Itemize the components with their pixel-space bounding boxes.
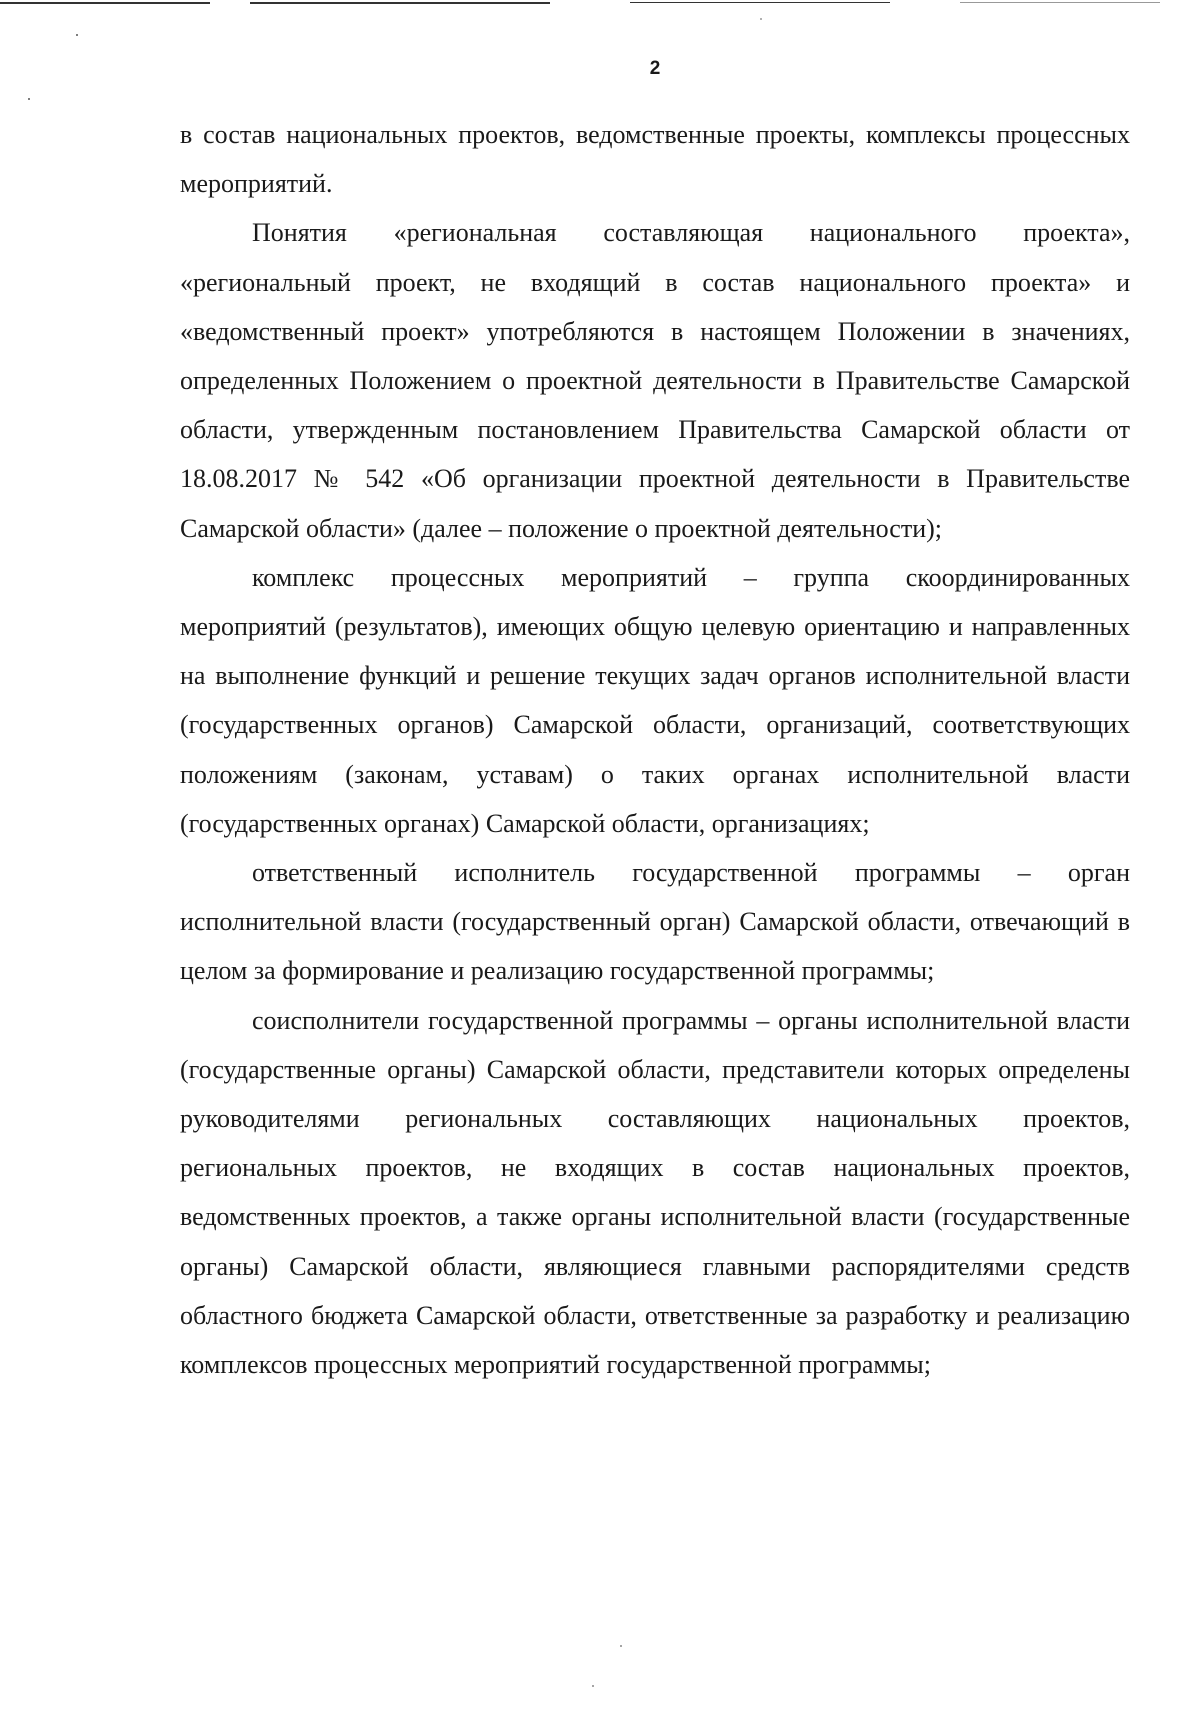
scan-artifact-line — [630, 2, 890, 3]
scan-speck — [28, 98, 30, 100]
document-body — [180, 110, 1130, 1389]
scan-artifact-line — [250, 2, 550, 4]
scan-artifact-line — [960, 2, 1160, 3]
paragraph-co-executors: соисполнители государственной программы – органы исполнительной власти (государственные органы) Самарской области, представители которых определены руководителями региональных составляющих национальных проектов, региональных проектов, не входящих в состав национальных проектов, ведомственных проектов, а также органы исполнительной власти (государственные органы) Самарской области, являющиеся главными распорядителями средств областного бюджета Самарской области, ответственные за разработку и реализацию комплексов процессных мероприятий государственной программы; — [180, 1005, 1130, 1380]
page-number: 2 — [649, 58, 661, 79]
scan-speck — [76, 34, 78, 36]
scan-speck — [620, 1645, 622, 1647]
scan-artifact-line — [0, 2, 210, 4]
paragraph-continuation: в состав национальных проектов, ведомственные проекты, комплексы процессных мероприятий. — [180, 120, 1130, 199]
scan-speck — [592, 1685, 594, 1687]
scan-speck — [760, 18, 762, 20]
paragraph-process-complex: комплекс процессных мероприятий – группа скоординированных мероприятий (результатов), имеющих общую целевую ориентацию и направленных на выполнение функций и решение текущих задач органов исполнительной власти (государственных органов) Самарской области, организаций, соответствующих положениям (законам, уставам) о таких органах исполнительной власти (государственных органах) Самарской области, организациях; — [180, 562, 1130, 838]
paragraph-responsible-executor: ответственный исполнитель государственной программы – орган исполнительной власти (государственный орган) Самарской области, отвечающий в целом за формирование и реализацию государственной программы; — [180, 858, 1130, 986]
paragraph-concepts: Понятия «региональная составляющая национального проекта», «региональный проект, не входящий в состав национального проекта» и «ведомственный проект» употребляются в настоящем Положении в значениях, определенных Положением о проектной деятельности в Правительстве Самарской области, утвержденным постановлением Правительства Самарской области от 18.08.2017 № 542 «Об организации проектной деятельности в Правительстве Самарской области» (далее – положение о проектной деятельности); — [180, 218, 1130, 543]
